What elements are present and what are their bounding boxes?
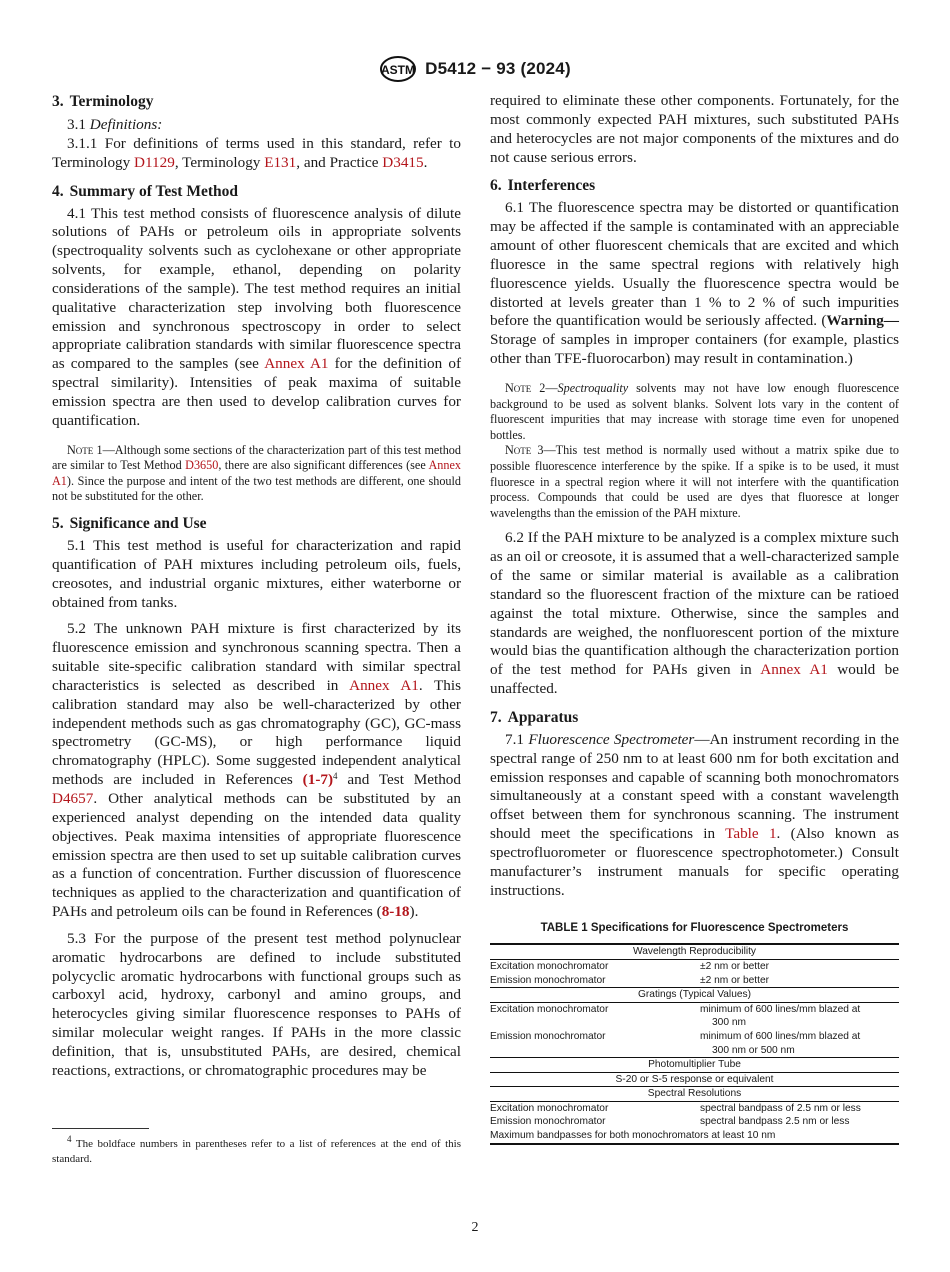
page-number: 2 <box>471 1220 479 1235</box>
table-row: Emission monochromator ±2 nm or better <box>490 974 899 988</box>
note-1: Note 1—Although some sections of the characterization part of this test method are similar to Test Method D3650, there are also significant differences (see Annex A1). Since the purpose and intent of the two test methods are different, one should not be substituted for the other. <box>52 442 461 504</box>
table-1-specifications <box>490 943 899 1144</box>
link-d4657[interactable]: D4657 <box>52 790 94 807</box>
astm-logo-icon <box>379 56 417 82</box>
footnote-divider <box>52 1128 149 1129</box>
link-annex-a1[interactable]: Annex A1 <box>264 355 329 373</box>
section-heading-apparatus: 7. Apparatus <box>490 708 579 726</box>
paragraph-3-1-1: 3.1.1 For definitions of terms used in this standard, refer to Terminology D1129, Terminology E131, and Practice D3415. <box>52 134 461 171</box>
paragraph-7-1: 7.1 Fluorescence Spectrometer—An instrument recording in the spectral range of 250 nm to at least 600 nm for both excitation and emission responses and capable of scanning both monochromators simultaneously at a constant speed with a constant wavelength offset between them for synchronous scanning. The instrument should meet the specifications in Table 1. (Also known as spectrofluorometer or fluorescence spectrophotometer.) Consult manufacturer’s instrument manuals for specific operating instructions. <box>490 730 899 899</box>
document-id: D5412 − 93 (2024) <box>425 59 571 78</box>
table-group-row: Spectral Resolutions <box>490 1087 899 1102</box>
note-2: Note 2—Spectroquality solvents may not have low enough fluorescence background to be used as solvent blanks. Solvent lots vary in the content of fluorescent impurities that may increase with storage time even for unopened bottles. <box>490 380 900 442</box>
link-table-1[interactable]: Table 1 <box>725 825 777 843</box>
paragraph-3-1: 3.1 Definitions: <box>67 116 163 133</box>
paragraph-6-1: 6.1 The fluorescence spectra may be distorted or quantification may be affected if the sample is contaminated with an appreciable amount of other fluorescent chemicals that are excited and which fluoresce in the same spectral regions with relatively high fluorescence yields. Usually the fluorescence spectra would be distorted at levels greater than 1 % to 2 % of such impurities before the quantification would be seriously affected. (Warning—Storage of samples in improper containers (for example, plastics other than TFE-fluorocarbon) may result in contamination.) <box>490 199 899 368</box>
note-3: Note 3—This test method is normally used without a matrix spike due to possible fluorescence interference by the spike. If a spike is to be used, it must fluoresce in a spectral region where it will not interfere with the quantification process. Compounds that could be used are dyes that fluoresce at longer wavelengths than the emission of the PAH mixture. <box>490 443 899 520</box>
paragraph-4-1: 4.1 This test method consists of fluorescence analysis of dilute solutions of PAHs or petroleum oils in appropriate solvents (spectroquality solvents such as cyclohexane or other appropriate solvents, for example, ethanol, depending on polarity considerations of the sample). The test method requires an initial qualitative characterization step involving both fluorescence emission and synchronous spectroscopy in order to select appropriate calibration standards with similar fluorescence spectra as compared to the samples (see Annex A1 for the definition of spectral similarity). Intensities of peak maxima of suitable emission spectra are then used to develop calibration curves for quantification. <box>52 204 461 429</box>
link-annex-a1[interactable]: Annex A1 <box>349 676 419 694</box>
table-row: Maximum bandpasses for both monochromators at least 10 nm <box>490 1129 899 1144</box>
paragraph-6-2: 6.2 If the PAH mixture to be analyzed is a complex mixture such as an oil or creosote, it is assumed that a well-characterized sample of the same or similar material is available as a calibration standard so the fluorescent fraction of the mixture can be ratioed against the total mixture. Otherwise, since the samples and standards are weighed, the nonfluorescent portion of the mixture would bias the quantification although the characterization portion of the test method for PAHs given in Annex A1 would be unaffected. <box>490 529 899 698</box>
table-group-row: Photomultiplier Tube <box>490 1058 899 1073</box>
table-row: Emission monochromator spectral bandpass 2.5 nm or less <box>490 1116 850 1128</box>
footnote-ref-4[interactable]: 4 <box>333 771 338 782</box>
table-group-row: S-20 or S-5 response or equivalent <box>490 1072 899 1087</box>
section-heading-significance: 5. Significance and Use <box>52 515 207 533</box>
section-heading-terminology: 3. Terminology <box>52 93 154 110</box>
paragraph-5-2: 5.2 The unknown PAH mixture is first characterized by its fluorescence emission and synchronous scanning spectra. Then a suitable site-specific calibration standard with similar spectral characteristics is selected as described in Annex A1. This calibration standard may also be well-characterized by other independent methods such as gas chromatography (GC), GC-mass spectrometry (GC-MS), or high performance liquid chromatography (HPLC). Some suggested independent analytical methods are included in References $(1-7)^4$ and Test Method D4657. Other analytical methods can be substituted by an experienced analyst depending on the intended data quality objectives. Peak maxima intensities of appropriate fluorescence emission spectra are then used to set up suitable calibration curves as a function of concentration. Further discussion of fluorescence techniques as applied to the characterization and quantification of PAHs and petroleum oils can be found in References (8-18). <box>52 620 461 921</box>
link-annex-a1[interactable]: Annex A1 <box>760 661 828 679</box>
paragraph-5-1: 5.1 This test method is useful for characterization and rapid quantification of PAH mixtures including petroleum oils, fuels, creosotes, and industrial organic mixtures, either waterborne or obtained from tanks. <box>52 537 461 611</box>
table-group-row: Gratings (Typical Values) <box>490 988 899 1003</box>
paragraph-5-3-continued: required to eliminate these other components. Fortunately, for the most commonly expected PAH mixtures, such substituted PAHs and heterocycles are not major components of the mixtures and do not cause serious errors. <box>490 92 899 166</box>
section-heading-summary: 4. Summary of Test Method <box>52 182 238 200</box>
warning-label: Warning— <box>826 312 899 330</box>
link-d3650[interactable]: D3650 <box>185 458 219 473</box>
right-column <box>490 92 899 1145</box>
svg-text:ASTM: ASTM <box>381 63 416 77</box>
link-e131[interactable]: E131 <box>264 153 297 171</box>
link-d1129[interactable]: D1129 <box>134 153 175 171</box>
section-heading-interferences: 6. Interferences <box>490 177 596 195</box>
table-row: Excitation monochromator spectral bandpass of 2.5 nm or less <box>490 1102 861 1114</box>
left-column <box>52 92 461 1081</box>
table-row: Excitation monochromator minimum of 600 lines/mm blazed at 300 nm <box>490 1003 861 1029</box>
footnote-4: $^4$ The boldface numbers in parentheses refer to a list of references at the end of this standard. <box>52 1134 461 1165</box>
link-d3415[interactable]: D3415 <box>382 153 424 171</box>
table-group-row: Wavelength Reproducibility <box>490 944 899 959</box>
link-references-8-18[interactable]: 8-18 <box>381 903 410 921</box>
table-row: Excitation monochromator ±2 nm or better <box>490 960 770 972</box>
link-annex-a1[interactable]: Annex A1 <box>52 458 461 488</box>
table-row: Emission monochromator minimum of 600 lines/mm blazed at 300 nm or 500 nm <box>490 1030 899 1058</box>
table-1-title: TABLE 1 Specifications for Fluorescence Spectrometers <box>540 921 849 934</box>
link-references-1-7[interactable]: (1-7) <box>302 771 334 789</box>
paragraph-5-3: 5.3 For the purpose of the present test method polynuclear aromatic hydrocarbons are defined to include substituted polycyclic aromatic hydrocarbons with functional groups such as carboxyl acid, hydroxy, carbonyl and amino groups, and heterocycles giving similar fluorescence responses to PAHs of similar molecular weight ranges. If PAHs in the more classic definition, that is, unsubstituted PAHs, are desired, chemical reactions, extractions, or chromatographic procedures may be <box>52 929 461 1079</box>
page-header <box>0 56 950 87</box>
